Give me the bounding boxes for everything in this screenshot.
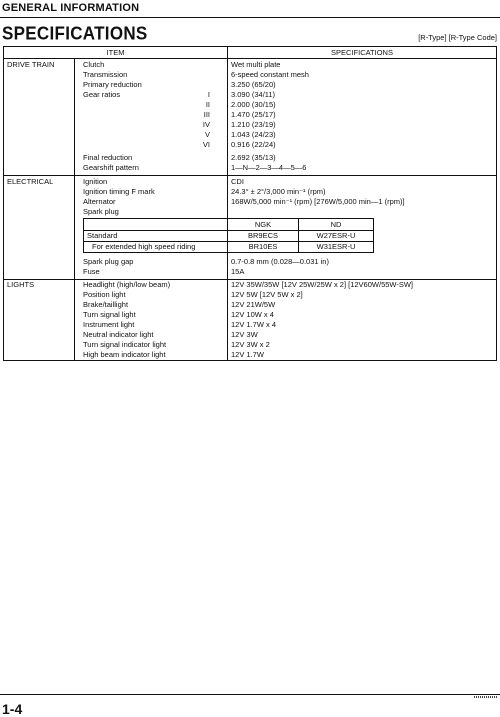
spec-final-reduction: 2.692 (35/13) [231,153,276,162]
light-spec: 12V 10W x 4 [231,310,274,319]
item-alternator: Alternator [83,197,116,206]
spec-fuse: 15A [231,267,245,276]
section-header: GENERAL INFORMATION [2,2,140,14]
plug-row-ngk: BR10ES [248,242,278,251]
light-spec: 12V 35W/35W [12V 25W/25W x 2] [12V60W/55W-SW] [231,280,414,289]
light-item: Turn signal light [83,310,136,319]
light-item: Neutral indicator light [83,330,154,339]
gear-value: 0.916 (22/24) [231,140,276,149]
gear-value: 1.043 (24/23) [231,130,276,139]
light-item: High beam indicator light [83,350,166,359]
gear-value: 1.470 (25/17) [231,110,276,119]
item-clutch: Clutch [83,60,105,69]
gear-label: II [205,100,210,109]
spec-ignition: CDI [231,177,244,186]
gear-label: IV [202,120,210,129]
page-number: 1-4 [2,701,23,717]
plug-row-label: Standard [87,231,118,240]
item-spark-plug-gap: Spark plug gap [83,257,134,266]
light-spec: 12V 3W x 2 [231,340,270,349]
light-item: Brake/taillight [83,300,129,309]
page-title: SPECIFICATIONS [2,23,148,44]
plug-row-label: For extended high speed riding [92,242,196,251]
gear-label: VI [202,140,210,149]
spec-gearshift-pattern: 1—N—2—3—4—5—6 [231,163,307,172]
spec-alternator: 168W/5,000 min⁻¹ (rpm) [276W/5,000 min—1 (rpm)] [231,197,405,206]
item-gear-ratios: Gear ratios [83,90,121,99]
item-transmission: Transmission [83,70,128,79]
column-header-item: ITEM [106,48,125,57]
spark-plug-table [83,218,374,253]
light-item: Headlight (high/low beam) [83,280,171,289]
group-electrical: ELECTRICAL [7,177,54,186]
light-item: Instrument light [83,320,135,329]
light-spec: 12V 5W [12V 5W x 2] [231,290,303,299]
item-ignition-timing: Ignition timing F mark [83,187,155,196]
footer-rule [0,694,500,695]
light-spec: 12V 21W/5W [231,300,276,309]
item-ignition: Ignition [83,177,108,186]
gear-value: 1.210 (23/19) [231,120,276,129]
item-gearshift-pattern: Gearshift pattern [83,163,139,172]
specifications-table [3,46,497,361]
spec-spark-plug-gap: 0.7-0.8 mm (0.028—0.031 in) [231,257,329,266]
spec-ignition-timing: 24.3° ± 2°/3,000 min⁻¹ (rpm) [231,187,326,196]
item-primary-reduction: Primary reduction [83,80,142,89]
gear-label: III [203,110,210,119]
plug-header-ngk: NGK [254,220,272,229]
header-rule [0,17,500,18]
light-item: Turn signal indicator light [83,340,167,349]
plug-row-ngk: BR9ECS [247,231,278,240]
light-spec: 12V 1.7W x 4 [231,320,277,329]
footer-rule-texture [474,696,498,698]
item-final-reduction: Final reduction [83,153,133,162]
gear-label: I [207,90,210,99]
group-drive-train: DRIVE TRAIN [7,60,55,69]
gear-value: 2.000 (30/15) [231,100,276,109]
type-note: [R-Type] [R-Type Code] [418,33,497,42]
plug-row-nd: W27ESR-U [316,231,356,240]
gear-value: 3.090 (34/11) [231,90,276,99]
gear-label: V [204,130,210,139]
plug-row-nd: W31ESR-U [316,242,356,251]
light-spec: 12V 3W [231,330,258,339]
item-fuse: Fuse [83,267,100,276]
spec-clutch: Wet multi plate [231,60,281,69]
spec-primary-reduction: 3.250 (65/20) [231,80,276,89]
item-spark-plug: Spark plug [83,207,119,216]
light-spec: 12V 1.7W [231,350,264,359]
column-header-specifications: SPECIFICATIONS [331,48,393,57]
plug-header-nd: ND [330,220,342,229]
spec-transmission: 6-speed constant mesh [231,70,309,79]
light-item: Position light [83,290,126,299]
group-lights: LIGHTS [7,280,35,289]
